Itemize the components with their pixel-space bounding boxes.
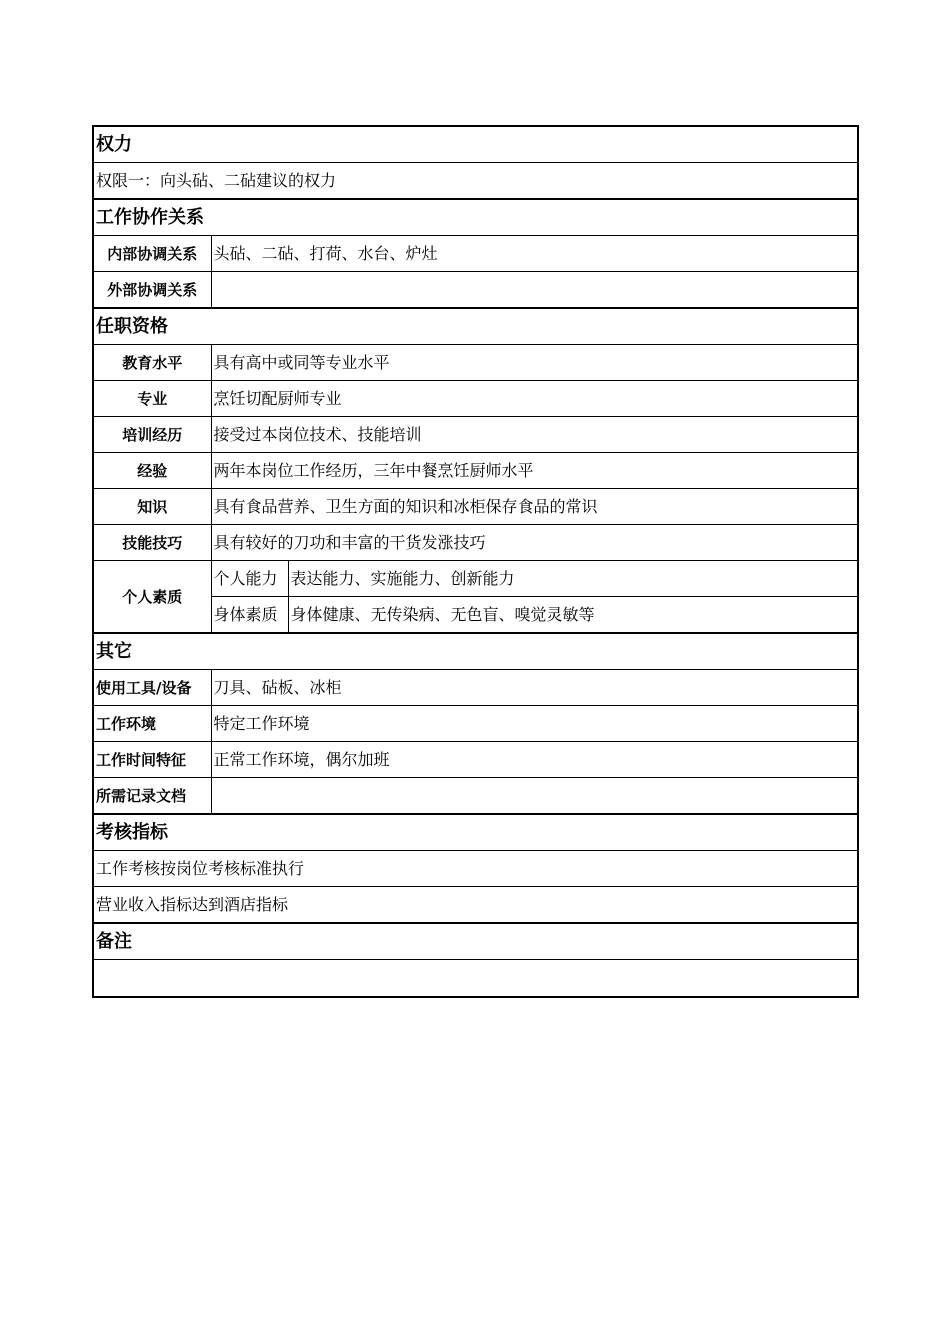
qualification-label: 培训经历 <box>93 417 211 453</box>
personal-sub-label: 个人能力 <box>211 561 288 597</box>
other-label: 使用工具/设备 <box>93 670 211 706</box>
section-authority-header <box>93 126 858 163</box>
section-other-header <box>93 633 858 670</box>
other-label: 工作时间特征 <box>93 742 211 778</box>
external-coordination-row <box>93 272 858 309</box>
internal-coordination-label: 内部协调关系 <box>93 236 211 272</box>
section-cooperation-header <box>93 199 858 236</box>
other-label: 所需记录文档 <box>93 778 211 815</box>
job-description-table <box>92 125 859 998</box>
section-title: 工作协作关系 <box>93 199 858 236</box>
qualification-label: 知识 <box>93 489 211 525</box>
qualification-value: 烹饪切配厨师专业 <box>211 381 858 417</box>
qualification-label: 技能技巧 <box>93 525 211 561</box>
qualification-label: 专业 <box>93 381 211 417</box>
section-title: 任职资格 <box>93 308 858 345</box>
section-title: 备注 <box>93 923 858 960</box>
external-coordination-value <box>211 272 858 309</box>
qualification-label: 教育水平 <box>93 345 211 381</box>
qualification-value: 两年本岗位工作经历，三年中餐烹饪厨师水平 <box>211 453 858 489</box>
other-value: 正常工作环境，偶尔加班 <box>211 742 858 778</box>
qualification-row <box>93 417 858 453</box>
assessment-text: 工作考核按岗位考核标准执行 <box>93 851 858 887</box>
qualification-row <box>93 489 858 525</box>
qualification-value: 具有食品营养、卫生方面的知识和冰柜保存食品的常识 <box>211 489 858 525</box>
internal-coordination-row <box>93 236 858 272</box>
personal-sub-label: 身体素质 <box>211 597 288 634</box>
assessment-text: 营业收入指标达到酒店指标 <box>93 887 858 924</box>
external-coordination-label: 外部协调关系 <box>93 272 211 309</box>
remarks-value <box>93 960 858 998</box>
section-assessment-header <box>93 814 858 851</box>
section-title: 其它 <box>93 633 858 670</box>
personal-quality-label: 个人素质 <box>93 561 211 634</box>
qualification-value: 具有高中或同等专业水平 <box>211 345 858 381</box>
qualification-row <box>93 381 858 417</box>
authority-row <box>93 163 858 200</box>
qualification-value: 具有较好的刀功和丰富的干货发涨技巧 <box>211 525 858 561</box>
other-value: 特定工作环境 <box>211 706 858 742</box>
section-remarks-header <box>93 923 858 960</box>
qualification-row <box>93 345 858 381</box>
assessment-row <box>93 887 858 924</box>
other-label: 工作环境 <box>93 706 211 742</box>
other-row <box>93 778 858 815</box>
qualification-value: 接受过本岗位技术、技能培训 <box>211 417 858 453</box>
other-value: 刀具、砧板、冰柜 <box>211 670 858 706</box>
qualification-row <box>93 453 858 489</box>
section-title: 考核指标 <box>93 814 858 851</box>
internal-coordination-value: 头砧、二砧、打荷、水台、炉灶 <box>211 236 858 272</box>
other-row <box>93 670 858 706</box>
assessment-row <box>93 851 858 887</box>
other-row <box>93 742 858 778</box>
section-qualifications-header <box>93 308 858 345</box>
remarks-row <box>93 960 858 998</box>
authority-text: 权限一：向头砧、二砧建议的权力 <box>93 163 858 200</box>
personal-sub-value: 表达能力、实施能力、创新能力 <box>288 561 858 597</box>
section-title: 权力 <box>93 126 858 163</box>
other-row <box>93 706 858 742</box>
personal-sub-value: 身体健康、无传染病、无色盲、嗅觉灵敏等 <box>288 597 858 634</box>
other-value <box>211 778 858 815</box>
qualification-row <box>93 525 858 561</box>
personal-quality-row <box>93 561 858 597</box>
qualification-label: 经验 <box>93 453 211 489</box>
